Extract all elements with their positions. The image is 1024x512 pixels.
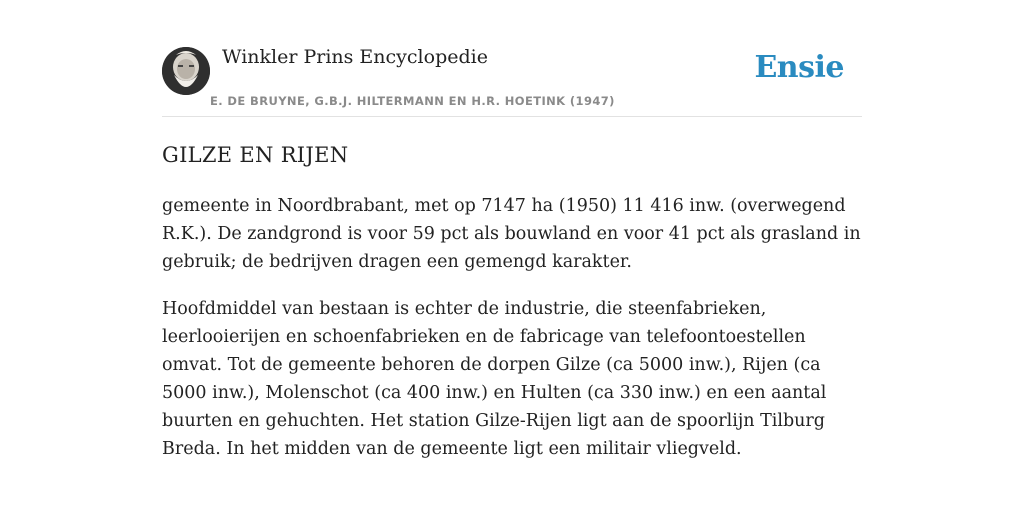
site-header xyxy=(162,44,862,117)
authors-credit: E. DE BRUYNE, G.B.J. HILTERMANN EN H.R. HOETINK (1947) xyxy=(210,94,615,108)
article xyxy=(162,140,862,463)
article-paragraph: Hoofdmiddel van bestaan is echter de industrie, die steenfabrieken, leerlooierijen en schoenfabrieken en de fabricage van telefoontoestellen omvat. Tot de gemeente behoren de dorpen Gilze (ca 5000 inw.), Rijen (ca 5000 inw.), Molenschot (ca 400 inw.) en Hulten (ca 330 inw.) en een aantal buurten en gehuchten. Het station Gilze-Rijen ligt aan de spoorlijn Tilburg Breda. In het midden van de gemeente ligt een militair vliegveld. xyxy=(162,299,827,459)
brand-logo-link[interactable]: Ensie xyxy=(754,50,844,85)
article-title: GILZE EN RIJEN xyxy=(162,143,349,167)
bearded-man-portrait-icon xyxy=(162,47,210,95)
site-title[interactable]: Winkler Prins Encyclopedie xyxy=(222,46,488,68)
article-paragraph: gemeente in Noordbrabant, met op 7147 ha (1950) 11 416 inw. (overwegend R.K.). De zandgrond is voor 59 pct als bouwland en voor 41 pct als grasland in gebruik; de bedrijven dragen een gemengd karakter. xyxy=(162,196,861,272)
